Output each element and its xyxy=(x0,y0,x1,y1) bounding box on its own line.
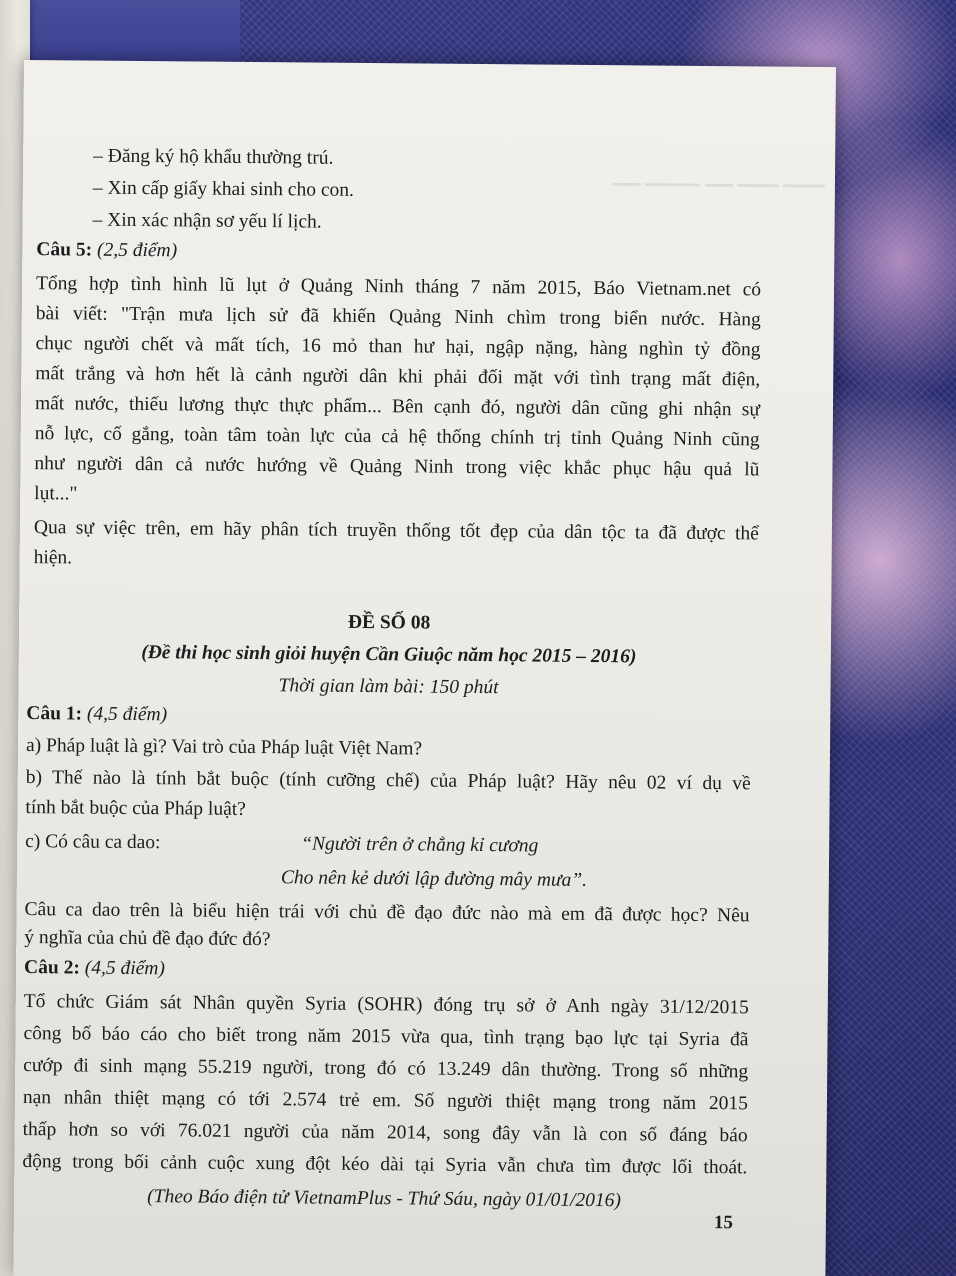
question-label: Câu 1: xyxy=(26,703,83,725)
source-citation: (Theo Báo điện tử VietnamPlus - Thứ Sáu, ngày 01/01/2016) xyxy=(147,1186,622,1212)
paragraph-line: chục người chết và mất tích, 16 mỏ than hư hại, ngập nặng, hàng nghìn tỷ đồng xyxy=(35,333,761,361)
paragraph-line: công bố báo cáo cho biết trong năm 2015 vừa qua, tình trạng bạo lực tại Syria đã xyxy=(23,1023,749,1051)
question-label: Câu 5: xyxy=(36,239,93,261)
question-label: Câu 2: xyxy=(23,957,80,979)
sub-question-a: a) Pháp luật là gì? Vai trò của Pháp luật Việt Nam? xyxy=(25,735,423,760)
question-points: (4,5 điểm) xyxy=(86,703,168,726)
paragraph-line: bài viết: "Trận mưa lịch sử đã khiến Quảng Ninh chìm trong biển nước. Hàng xyxy=(35,303,761,331)
sub-question-c: c) Có câu ca dao: xyxy=(25,831,161,854)
paragraph-line: nạn nhân thiệt mạng có tới 2.574 trẻ em. Số người thiệt mạng trong năm 2015 xyxy=(22,1087,749,1115)
page-number: 15 xyxy=(713,1212,733,1234)
exam-subtitle: (Đề thi học sinh giỏi huyện Cần Giuộc năm học 2015 – 2016) xyxy=(141,642,637,668)
paragraph-line: mất nước, thiếu lương thực thực phẩm... Bên cạnh đó, người dân cũng ghi nhận sự xyxy=(34,393,761,421)
sub-question-b: tính bắt buộc của Pháp luật? xyxy=(25,797,246,820)
question-points: (4,5 điểm) xyxy=(84,957,165,980)
bleed-through-decoration: ▁▁▁ ▁▁▁ ▁▁ ▁▁▁▁ ▁▁ xyxy=(613,165,826,187)
paragraph-line: thấp hơn so với 76.021 người của năm 2014, song đây vẫn là con số đáng báo xyxy=(22,1119,748,1147)
sub-question-b: b) Thế nào là tính bắt buộc (tính cưỡng chế) của Pháp luật? Hãy nêu 02 ví dụ về xyxy=(25,767,751,795)
question-2-heading xyxy=(24,956,165,981)
paragraph-line: Tổ chức Giám sát Nhân quyền Syria (SOHR) đóng trụ sở ở Anh ngày 31/12/2015 xyxy=(23,991,749,1019)
list-item: – Xin cấp giấy khai sinh cho con. xyxy=(92,177,354,201)
list-item: – Xin xác nhận sơ yếu lí lịch. xyxy=(92,209,322,233)
book-page xyxy=(13,60,836,1276)
question-5-heading xyxy=(36,238,177,263)
question-text: Qua sự việc trên, em hãy phân tích truyền thống tốt đẹp của dân tộc ta đã được thể xyxy=(33,517,759,545)
sub-question-c-text: Câu ca dao trên là biểu hiện trái với chủ đề đạo đức nào mà em đã được học? Nêu xyxy=(24,899,750,927)
list-item: – Đăng ký hộ khẩu thường trú. xyxy=(93,145,334,169)
paragraph-line: cướp đi sinh mạng 55.219 người, trong đó có 13.249 dân thường. Trong số những xyxy=(23,1055,749,1083)
paragraph-line: Tổng hợp tình hình lũ lụt ở Quảng Ninh tháng 7 năm 2015, Báo Vietnam.net có xyxy=(35,273,762,301)
exam-title: ĐỀ SỐ 08 xyxy=(347,611,431,634)
paragraph-line: mất trắng và hơn hết là cảnh người dân khi phải đối mặt với tình trạng mất điện, xyxy=(35,363,761,391)
sub-question-c-text: ý nghĩa của chủ đề đạo đức đó? xyxy=(24,927,271,951)
poem-line: Cho nên kẻ dưới lập đường mây mưa”. xyxy=(280,867,588,891)
paragraph-line: lụt..." xyxy=(34,483,78,505)
page-content xyxy=(13,60,836,1276)
question-text: hiện. xyxy=(33,547,73,569)
paragraph-line: động trong bối cảnh cuộc xung đột kéo dài tại Syria vẫn chưa tìm được lối thoát. xyxy=(22,1151,748,1179)
question-points: (2,5 điểm) xyxy=(96,239,178,262)
exam-time: Thời gian làm bài: 150 phút xyxy=(278,675,499,699)
poem-line: “Người trên ở chẳng kỉ cương xyxy=(301,833,539,857)
paragraph-line: nỗ lực, cố gắng, toàn tâm toàn lực của cả hệ thống chính trị tỉnh Quảng Ninh cũng xyxy=(34,423,760,451)
question-1-heading xyxy=(26,702,167,727)
paragraph-line: như người dân cả nước hướng về Quảng Ninh trong việc khắc phục hậu quả lũ xyxy=(34,453,760,481)
